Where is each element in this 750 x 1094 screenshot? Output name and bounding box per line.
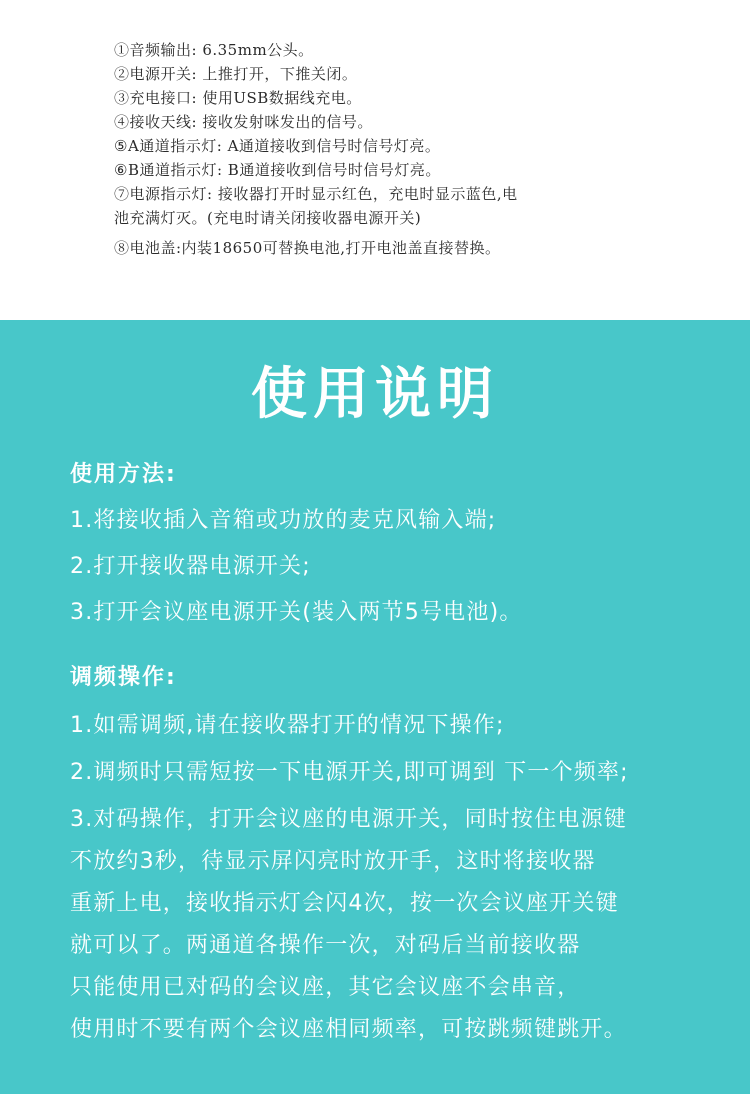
usage-section (70, 460, 730, 628)
tuning-line: 使用时不要有两个会议座相同频率，可按跳频键跳开。 (70, 1017, 627, 1042)
spec-channel-a-light: ⑤A通道指示灯: A通道接收到信号时信号灯亮。 (114, 137, 441, 155)
tuning-line: 只能使用已对码的会议座，其它会议座不会串音， (70, 975, 581, 1000)
spec-charging-port: ③充电接口: 使用USB数据线充电。 (114, 89, 362, 107)
tuning-heading: 调频操作: (70, 665, 177, 690)
tuning-line: 重新上电，接收指示灯会闪4次，按一次会议座开关键 (70, 891, 619, 916)
spec-power-switch: ②电源开关: 上推打开，下推关闭。 (114, 65, 358, 83)
instructions-panel (0, 320, 750, 1094)
spec-list (114, 38, 674, 260)
usage-line: 3.打开会议座电源开关(装入两节5号电池)。 (70, 600, 523, 625)
usage-heading: 使用方法: (70, 462, 177, 487)
tuning-line: 2.调频时只需短按一下电源开关,即可调到 下一个频率; (70, 760, 629, 785)
instructions-title: 使用说明 (251, 362, 499, 427)
spec-power-light-cont: 池充满灯灭。(充电时请关闭接收器电源开关) (114, 209, 422, 227)
spec-power-light: ⑦电源指示灯: 接收器打开时显示红色，充电时显示蓝色,电 (114, 185, 518, 203)
spec-antenna: ④接收天线: 接收发射咪发出的信号。 (114, 113, 373, 131)
spec-audio-output: ①音频输出: 6.35mm公头。 (114, 41, 314, 59)
tuning-section (70, 663, 730, 1045)
spec-battery-cover: ⑧电池盖:内装18650可替换电池,打开电池盖直接替换。 (114, 239, 501, 257)
tuning-line: 就可以了。两通道各操作一次，对码后当前接收器 (70, 933, 581, 958)
usage-line: 1.将接收插入音箱或功放的麦克风输入端; (70, 508, 497, 533)
spec-channel-b-light: ⑥B通道指示灯: B通道接收到信号时信号灯亮。 (114, 161, 441, 179)
tuning-line: 3.对码操作，打开会议座的电源开关，同时按住电源键 (70, 807, 627, 832)
usage-line: 2.打开接收器电源开关; (70, 554, 311, 579)
tuning-line: 不放约3秒，待显示屏闪亮时放开手，这时将接收器 (70, 849, 596, 874)
tuning-line: 1.如需调频,请在接收器打开的情况下操作; (70, 713, 505, 738)
spec-section (0, 0, 750, 320)
